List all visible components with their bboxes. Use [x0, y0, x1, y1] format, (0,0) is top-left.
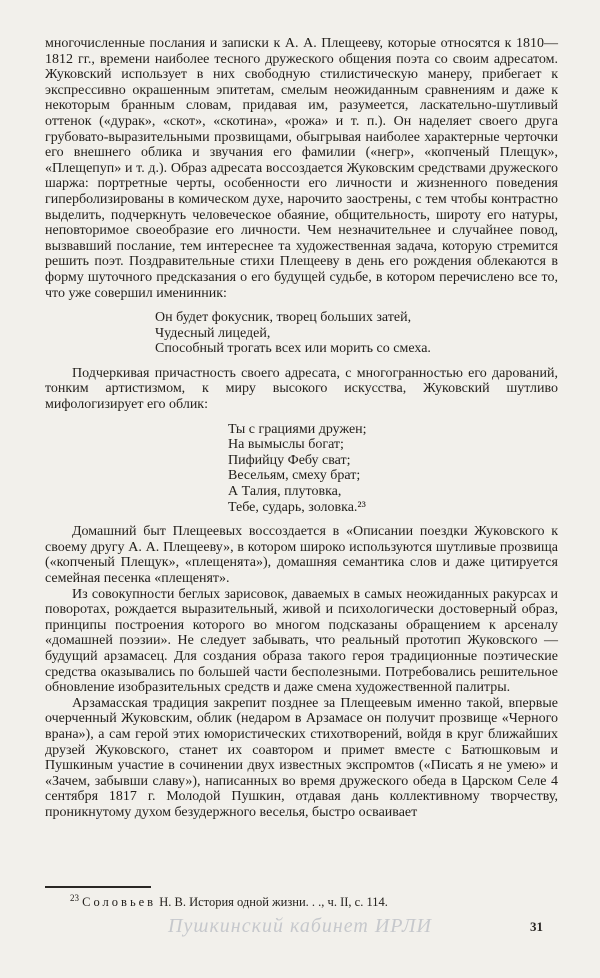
- verse-line: Чудесный лицедей,: [155, 325, 271, 341]
- verse-line: А Талия, плутовка,: [228, 484, 342, 500]
- verse-line: На вымыслы богат;: [228, 437, 344, 453]
- footnote-marker: 23: [70, 892, 79, 903]
- page-body: [45, 36, 558, 821]
- verse-quote-2: [228, 422, 558, 516]
- footnote-divider: [45, 886, 151, 888]
- paragraph: Домашний быт Плещеевых воссоздается в «Описании поездки Жуковского к своему другу А. А. Плещееву», в котором широко используются шутливые прозвища («копченый Плещук», «плещенята»), домашняя семантика слов и даже цитируется семейная песенка «плещенят».: [45, 524, 558, 586]
- verse-line: Ты с грациями дружен;: [228, 421, 367, 437]
- paragraph: Арзамасская традиция закрепит позднее за Плещеевым именно такой, впервые очерченный Жуковским, облик (недаром в Арзамасе он получит прозвище «Черного врана»), а сам герой этих юмористических стихотворений, войдя в круг ближайших друзей Жуковского, станет их соавтором и примет вместе с Батюшковым и Пушкиным участие в сочинении двух известных экспромтов («Писать я не умею» и «Зачем, забывши славу»), написанных во время дружеского обеда в Царском Селе 4 сентября 1817 г. Молодой Пушкин, отдавая дань коллективному творчеству, проникнутому духом безудержного веселья, быстро осваивает: [45, 695, 558, 820]
- footnote: [45, 892, 558, 909]
- verse-line: Тебе, сударь, золовка.²³: [228, 499, 366, 515]
- footnote-text: Н. В. История одной жизни. . ., ч. II, с. 114.: [159, 895, 388, 909]
- paragraph: Из совокупности беглых зарисовок, даваемых в самых неожиданных ракурсах и поворотах, рождается выразительный, живой и психологически достоверный образ, принципы построения которого во многом подсказаны обращением к арсеналу «домашней поэзии». Не следует забывать, что реальный прототип Жуковского — будущий арзамасец. Для создания образа такого героя традиционные поэтические средства оказывались по большей части бесполезными. Потребовались решительное обновление изобразительных средств и даже смена художественной палитры.: [45, 586, 558, 696]
- footnote-author: Соловьев: [82, 895, 157, 909]
- verse-line: Весельям, смеху брат;: [228, 468, 361, 484]
- paragraph-continuation: многочисленные послания и записки к А. А. Плещееву, которые относятся к 1810—1812 гг., времени наиболее тесного дружеского общения поэта со своим адресатом. Жуковский использует в них свободную стилистическую манеру, прибегает к экспрессивно окрашенным эпитетам, смелым неожиданным сравнениям и даже к некоторым бранным словам, придавая им, разумеется, ласкательно-шутливый оттенок («дурак», «скот», «скотина», «рожа» и т. п.). Он наделяет своего друга грубовато-выразительными прозвищами, обыгрывая наиболее характерные черточки его внешнего облика и звучания его фамилии («негр», «копченый Плещук», «Плещепуп» и т. д.). Образ адресата воссоздается Жуковским средствами дружеского шаржа: портретные черты, особенности его личности и жизненного поведения гиперболизированы в комическом духе, нарочито заострены, с тем чтобы контрастно выделить, подчеркнуть человеческое обаяние, общительность, широту его натуры, неповторимое своеобразие его личности. Чем незначительнее и случайнее повод, вызвавший послание, тем интереснее та художественная задача, которую стремится решить поэт. Поздравительные стихи Плещееву в день его рождения облекаются в форму шуточного предсказания о его будущей судьбе, в котором перечислено все то, что уже совершил именинник:: [45, 36, 558, 301]
- verse-line: Способный трогать всех или морить со смеха.: [155, 341, 431, 357]
- verse-line: Он будет фокусник, творец больших затей,: [155, 310, 412, 326]
- verse-line: Пифийцу Фебу сват;: [228, 452, 351, 468]
- verse-quote-1: [155, 310, 558, 357]
- paragraph: Подчеркивая причастность своего адресата, с многогранностью его дарований, тонким артистизмом, к миру высокого искусства, Жуковский шутливо мифологизирует его облик:: [45, 365, 558, 413]
- library-watermark: Пушкинский кабинет ИРЛИ: [168, 915, 432, 937]
- page-number: 31: [530, 919, 543, 934]
